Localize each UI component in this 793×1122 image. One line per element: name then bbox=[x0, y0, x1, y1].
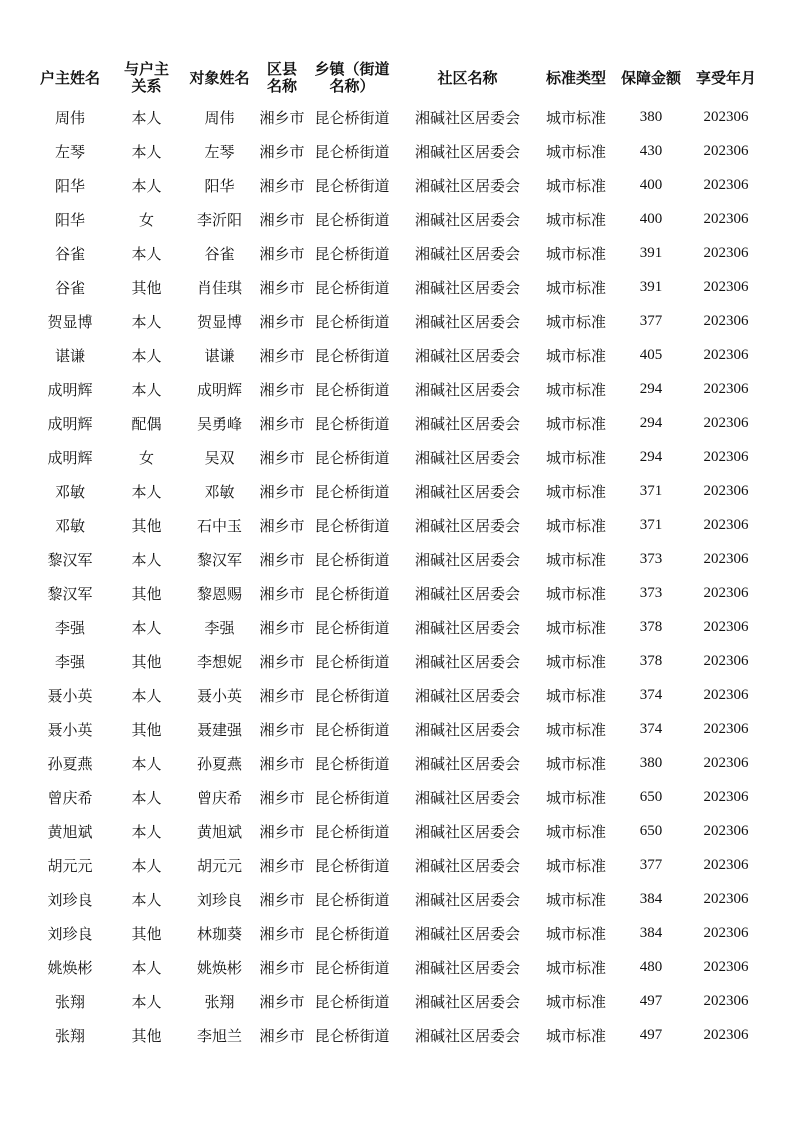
cell-subject-name: 肖佳琪 bbox=[196, 278, 242, 297]
cell-amount: 430 bbox=[639, 142, 663, 159]
cell-amount: 373 bbox=[639, 550, 663, 567]
header-county: 区县 名称 bbox=[266, 60, 297, 95]
cell-standard-type: 城市标准 bbox=[545, 652, 606, 671]
cell-period: 202306 bbox=[703, 482, 749, 499]
cell-community: 湘碱社区居委会 bbox=[414, 142, 520, 161]
cell-subject-name: 谷雀 bbox=[204, 244, 235, 263]
table-row bbox=[30, 984, 763, 1018]
cell-subject-name: 阳华 bbox=[204, 176, 235, 195]
cell-community: 湘碱社区居委会 bbox=[414, 618, 520, 637]
cell-town: 昆仑桥街道 bbox=[314, 176, 390, 195]
cell-household-head: 谷雀 bbox=[54, 278, 85, 297]
cell-amount: 371 bbox=[639, 482, 663, 499]
cell-county: 湘乡市 bbox=[259, 176, 305, 195]
cell-community: 湘碱社区居委会 bbox=[414, 108, 520, 127]
cell-county: 湘乡市 bbox=[259, 754, 305, 773]
cell-community: 湘碱社区居委会 bbox=[414, 788, 520, 807]
cell-household-head: 黄旭斌 bbox=[47, 822, 93, 841]
cell-standard-type: 城市标准 bbox=[545, 448, 606, 467]
cell-town: 昆仑桥街道 bbox=[314, 822, 390, 841]
cell-community: 湘碱社区居委会 bbox=[414, 822, 520, 841]
table-row bbox=[30, 712, 763, 746]
cell-period: 202306 bbox=[703, 720, 749, 737]
cell-subject-name: 林珈葵 bbox=[196, 924, 242, 943]
cell-relation: 配偶 bbox=[131, 414, 162, 433]
cell-household-head: 聂小英 bbox=[47, 720, 93, 739]
cell-period: 202306 bbox=[703, 890, 749, 907]
cell-county: 湘乡市 bbox=[259, 550, 305, 569]
cell-household-head: 曾庆希 bbox=[47, 788, 93, 807]
cell-town: 昆仑桥街道 bbox=[314, 1026, 390, 1045]
cell-amount: 294 bbox=[639, 448, 663, 465]
cell-household-head: 阳华 bbox=[54, 176, 85, 195]
cell-relation: 本人 bbox=[131, 312, 162, 331]
table-row bbox=[30, 440, 763, 474]
cell-county: 湘乡市 bbox=[259, 448, 305, 467]
table-header bbox=[30, 56, 763, 100]
cell-period: 202306 bbox=[703, 516, 749, 533]
cell-county: 湘乡市 bbox=[259, 346, 305, 365]
cell-amount: 378 bbox=[639, 652, 663, 669]
table-row bbox=[30, 950, 763, 984]
cell-relation: 本人 bbox=[131, 856, 162, 875]
cell-household-head: 左琴 bbox=[54, 142, 85, 161]
table-row bbox=[30, 1018, 763, 1052]
cell-relation: 其他 bbox=[131, 720, 162, 739]
cell-town: 昆仑桥街道 bbox=[314, 244, 390, 263]
cell-county: 湘乡市 bbox=[259, 1026, 305, 1045]
table-row bbox=[30, 338, 763, 372]
cell-period: 202306 bbox=[703, 652, 749, 669]
cell-period: 202306 bbox=[703, 754, 749, 771]
cell-county: 湘乡市 bbox=[259, 584, 305, 603]
cell-amount: 391 bbox=[639, 244, 663, 261]
table-row bbox=[30, 406, 763, 440]
cell-county: 湘乡市 bbox=[259, 516, 305, 535]
cell-community: 湘碱社区居委会 bbox=[414, 720, 520, 739]
cell-amount: 384 bbox=[639, 890, 663, 907]
cell-standard-type: 城市标准 bbox=[545, 380, 606, 399]
cell-county: 湘乡市 bbox=[259, 414, 305, 433]
cell-relation: 本人 bbox=[131, 618, 162, 637]
table-row bbox=[30, 134, 763, 168]
cell-standard-type: 城市标准 bbox=[545, 550, 606, 569]
cell-household-head: 李强 bbox=[54, 652, 85, 671]
subsidy-table bbox=[30, 56, 763, 1052]
header-row bbox=[30, 56, 763, 100]
cell-relation: 其他 bbox=[131, 1026, 162, 1045]
cell-town: 昆仑桥街道 bbox=[314, 584, 390, 603]
cell-household-head: 成明辉 bbox=[47, 380, 93, 399]
cell-household-head: 阳华 bbox=[54, 210, 85, 229]
cell-subject-name: 李想妮 bbox=[196, 652, 242, 671]
cell-town: 昆仑桥街道 bbox=[314, 686, 390, 705]
cell-household-head: 谷雀 bbox=[54, 244, 85, 263]
cell-period: 202306 bbox=[703, 992, 749, 1009]
cell-standard-type: 城市标准 bbox=[545, 108, 606, 127]
cell-county: 湘乡市 bbox=[259, 686, 305, 705]
cell-period: 202306 bbox=[703, 244, 749, 261]
cell-standard-type: 城市标准 bbox=[545, 584, 606, 603]
table-row bbox=[30, 916, 763, 950]
cell-period: 202306 bbox=[703, 788, 749, 805]
cell-subject-name: 姚焕彬 bbox=[196, 958, 242, 977]
cell-town: 昆仑桥街道 bbox=[314, 924, 390, 943]
cell-period: 202306 bbox=[703, 550, 749, 567]
cell-household-head: 张翔 bbox=[54, 992, 85, 1011]
cell-community: 湘碱社区居委会 bbox=[414, 448, 520, 467]
cell-county: 湘乡市 bbox=[259, 720, 305, 739]
cell-relation: 本人 bbox=[131, 482, 162, 501]
cell-relation: 本人 bbox=[131, 992, 162, 1011]
cell-subject-name: 左琴 bbox=[204, 142, 235, 161]
cell-community: 湘碱社区居委会 bbox=[414, 414, 520, 433]
cell-standard-type: 城市标准 bbox=[545, 992, 606, 1011]
cell-county: 湘乡市 bbox=[259, 652, 305, 671]
cell-household-head: 姚焕彬 bbox=[47, 958, 93, 977]
cell-amount: 400 bbox=[639, 210, 663, 227]
cell-town: 昆仑桥街道 bbox=[314, 754, 390, 773]
cell-period: 202306 bbox=[703, 380, 749, 397]
cell-household-head: 贺显博 bbox=[47, 312, 93, 331]
cell-standard-type: 城市标准 bbox=[545, 924, 606, 943]
cell-subject-name: 黄旭斌 bbox=[196, 822, 242, 841]
cell-county: 湘乡市 bbox=[259, 278, 305, 297]
table-row bbox=[30, 304, 763, 338]
cell-standard-type: 城市标准 bbox=[545, 516, 606, 535]
cell-town: 昆仑桥街道 bbox=[314, 414, 390, 433]
cell-town: 昆仑桥街道 bbox=[314, 856, 390, 875]
cell-county: 湘乡市 bbox=[259, 312, 305, 331]
cell-community: 湘碱社区居委会 bbox=[414, 210, 520, 229]
cell-household-head: 胡元元 bbox=[47, 856, 93, 875]
cell-household-head: 周伟 bbox=[54, 108, 85, 127]
cell-relation: 本人 bbox=[131, 788, 162, 807]
table-row bbox=[30, 848, 763, 882]
cell-subject-name: 石中玉 bbox=[196, 516, 242, 535]
cell-community: 湘碱社区居委会 bbox=[414, 890, 520, 909]
cell-county: 湘乡市 bbox=[259, 958, 305, 977]
cell-subject-name: 刘珍良 bbox=[196, 890, 242, 909]
cell-community: 湘碱社区居委会 bbox=[414, 312, 520, 331]
cell-subject-name: 曾庆希 bbox=[196, 788, 242, 807]
cell-standard-type: 城市标准 bbox=[545, 210, 606, 229]
cell-town: 昆仑桥街道 bbox=[314, 720, 390, 739]
cell-county: 湘乡市 bbox=[259, 108, 305, 127]
cell-town: 昆仑桥街道 bbox=[314, 652, 390, 671]
cell-subject-name: 聂小英 bbox=[196, 686, 242, 705]
cell-relation: 本人 bbox=[131, 754, 162, 773]
table-row bbox=[30, 168, 763, 202]
cell-period: 202306 bbox=[703, 618, 749, 635]
cell-period: 202306 bbox=[703, 584, 749, 601]
cell-relation: 其他 bbox=[131, 278, 162, 297]
cell-town: 昆仑桥街道 bbox=[314, 346, 390, 365]
cell-household-head: 谌谦 bbox=[54, 346, 85, 365]
cell-county: 湘乡市 bbox=[259, 380, 305, 399]
cell-amount: 374 bbox=[639, 686, 663, 703]
cell-period: 202306 bbox=[703, 856, 749, 873]
cell-standard-type: 城市标准 bbox=[545, 754, 606, 773]
cell-community: 湘碱社区居委会 bbox=[414, 1026, 520, 1045]
cell-subject-name: 李强 bbox=[204, 618, 235, 637]
cell-community: 湘碱社区居委会 bbox=[414, 244, 520, 263]
cell-amount: 378 bbox=[639, 618, 663, 635]
cell-community: 湘碱社区居委会 bbox=[414, 686, 520, 705]
header-community: 社区名称 bbox=[437, 68, 498, 87]
cell-period: 202306 bbox=[703, 142, 749, 159]
cell-community: 湘碱社区居委会 bbox=[414, 516, 520, 535]
cell-community: 湘碱社区居委会 bbox=[414, 278, 520, 297]
cell-subject-name: 李旭兰 bbox=[196, 1026, 242, 1045]
table-row bbox=[30, 202, 763, 236]
cell-town: 昆仑桥街道 bbox=[314, 312, 390, 331]
cell-amount: 405 bbox=[639, 346, 663, 363]
cell-amount: 380 bbox=[639, 108, 663, 125]
cell-standard-type: 城市标准 bbox=[545, 686, 606, 705]
cell-town: 昆仑桥街道 bbox=[314, 448, 390, 467]
cell-town: 昆仑桥街道 bbox=[314, 788, 390, 807]
cell-period: 202306 bbox=[703, 346, 749, 363]
cell-town: 昆仑桥街道 bbox=[314, 618, 390, 637]
cell-county: 湘乡市 bbox=[259, 210, 305, 229]
cell-relation: 女 bbox=[138, 210, 154, 229]
header-period: 享受年月 bbox=[695, 68, 756, 87]
cell-relation: 本人 bbox=[131, 822, 162, 841]
cell-amount: 400 bbox=[639, 176, 663, 193]
table-row bbox=[30, 372, 763, 406]
cell-standard-type: 城市标准 bbox=[545, 414, 606, 433]
cell-amount: 480 bbox=[639, 958, 663, 975]
cell-relation: 其他 bbox=[131, 652, 162, 671]
cell-town: 昆仑桥街道 bbox=[314, 210, 390, 229]
cell-community: 湘碱社区居委会 bbox=[414, 346, 520, 365]
cell-town: 昆仑桥街道 bbox=[314, 550, 390, 569]
cell-amount: 650 bbox=[639, 822, 663, 839]
cell-household-head: 黎汉军 bbox=[47, 584, 93, 603]
table-row bbox=[30, 270, 763, 304]
cell-town: 昆仑桥街道 bbox=[314, 380, 390, 399]
cell-subject-name: 李沂阳 bbox=[196, 210, 242, 229]
table-row bbox=[30, 610, 763, 644]
cell-standard-type: 城市标准 bbox=[545, 312, 606, 331]
cell-town: 昆仑桥街道 bbox=[314, 278, 390, 297]
cell-period: 202306 bbox=[703, 448, 749, 465]
cell-relation: 其他 bbox=[131, 584, 162, 603]
cell-relation: 本人 bbox=[131, 550, 162, 569]
cell-household-head: 刘珍良 bbox=[47, 890, 93, 909]
cell-standard-type: 城市标准 bbox=[545, 482, 606, 501]
cell-standard-type: 城市标准 bbox=[545, 720, 606, 739]
cell-relation: 本人 bbox=[131, 346, 162, 365]
cell-relation: 本人 bbox=[131, 176, 162, 195]
cell-relation: 本人 bbox=[131, 244, 162, 263]
cell-amount: 497 bbox=[639, 992, 663, 1009]
table-row bbox=[30, 474, 763, 508]
cell-community: 湘碱社区居委会 bbox=[414, 992, 520, 1011]
cell-period: 202306 bbox=[703, 176, 749, 193]
cell-standard-type: 城市标准 bbox=[545, 822, 606, 841]
cell-subject-name: 谌谦 bbox=[204, 346, 235, 365]
cell-county: 湘乡市 bbox=[259, 992, 305, 1011]
table-row bbox=[30, 100, 763, 134]
cell-amount: 294 bbox=[639, 380, 663, 397]
cell-standard-type: 城市标准 bbox=[545, 890, 606, 909]
cell-subject-name: 邓敏 bbox=[204, 482, 235, 501]
cell-town: 昆仑桥街道 bbox=[314, 482, 390, 501]
cell-amount: 377 bbox=[639, 312, 663, 329]
cell-town: 昆仑桥街道 bbox=[314, 516, 390, 535]
cell-community: 湘碱社区居委会 bbox=[414, 652, 520, 671]
table-row bbox=[30, 814, 763, 848]
cell-subject-name: 贺显博 bbox=[196, 312, 242, 331]
cell-amount: 497 bbox=[639, 1026, 663, 1043]
table-row bbox=[30, 780, 763, 814]
cell-period: 202306 bbox=[703, 958, 749, 975]
cell-household-head: 邓敏 bbox=[54, 516, 85, 535]
cell-subject-name: 黎汉军 bbox=[196, 550, 242, 569]
cell-amount: 294 bbox=[639, 414, 663, 431]
cell-standard-type: 城市标准 bbox=[545, 618, 606, 637]
header-standard-type: 标准类型 bbox=[545, 68, 606, 87]
cell-county: 湘乡市 bbox=[259, 788, 305, 807]
cell-county: 湘乡市 bbox=[259, 856, 305, 875]
cell-subject-name: 胡元元 bbox=[196, 856, 242, 875]
cell-relation: 本人 bbox=[131, 890, 162, 909]
cell-relation: 本人 bbox=[131, 958, 162, 977]
cell-amount: 380 bbox=[639, 754, 663, 771]
cell-subject-name: 周伟 bbox=[204, 108, 235, 127]
cell-household-head: 张翔 bbox=[54, 1026, 85, 1045]
cell-subject-name: 聂建强 bbox=[196, 720, 242, 739]
cell-amount: 377 bbox=[639, 856, 663, 873]
cell-period: 202306 bbox=[703, 822, 749, 839]
cell-county: 湘乡市 bbox=[259, 142, 305, 161]
cell-period: 202306 bbox=[703, 278, 749, 295]
cell-community: 湘碱社区居委会 bbox=[414, 550, 520, 569]
cell-relation: 本人 bbox=[131, 142, 162, 161]
cell-relation: 其他 bbox=[131, 516, 162, 535]
table-row bbox=[30, 576, 763, 610]
cell-town: 昆仑桥街道 bbox=[314, 992, 390, 1011]
cell-community: 湘碱社区居委会 bbox=[414, 482, 520, 501]
cell-county: 湘乡市 bbox=[259, 890, 305, 909]
table-row bbox=[30, 882, 763, 916]
cell-county: 湘乡市 bbox=[259, 822, 305, 841]
cell-standard-type: 城市标准 bbox=[545, 1026, 606, 1045]
cell-subject-name: 张翔 bbox=[204, 992, 235, 1011]
cell-standard-type: 城市标准 bbox=[545, 958, 606, 977]
cell-period: 202306 bbox=[703, 414, 749, 431]
cell-household-head: 成明辉 bbox=[47, 448, 93, 467]
cell-subject-name: 孙夏燕 bbox=[196, 754, 242, 773]
cell-county: 湘乡市 bbox=[259, 244, 305, 263]
cell-subject-name: 黎恩赐 bbox=[196, 584, 242, 603]
cell-standard-type: 城市标准 bbox=[545, 788, 606, 807]
table-row bbox=[30, 678, 763, 712]
cell-community: 湘碱社区居委会 bbox=[414, 754, 520, 773]
cell-amount: 650 bbox=[639, 788, 663, 805]
cell-amount: 391 bbox=[639, 278, 663, 295]
cell-standard-type: 城市标准 bbox=[545, 346, 606, 365]
cell-amount: 374 bbox=[639, 720, 663, 737]
cell-period: 202306 bbox=[703, 210, 749, 227]
cell-household-head: 邓敏 bbox=[54, 482, 85, 501]
cell-county: 湘乡市 bbox=[259, 618, 305, 637]
cell-standard-type: 城市标准 bbox=[545, 244, 606, 263]
cell-period: 202306 bbox=[703, 686, 749, 703]
cell-household-head: 孙夏燕 bbox=[47, 754, 93, 773]
cell-household-head: 刘珍良 bbox=[47, 924, 93, 943]
table-row bbox=[30, 508, 763, 542]
header-subject-name: 对象姓名 bbox=[189, 68, 250, 87]
cell-town: 昆仑桥街道 bbox=[314, 142, 390, 161]
cell-period: 202306 bbox=[703, 1026, 749, 1043]
cell-household-head: 成明辉 bbox=[47, 414, 93, 433]
table-row bbox=[30, 746, 763, 780]
cell-county: 湘乡市 bbox=[259, 482, 305, 501]
header-town: 乡镇（街道 名称） bbox=[314, 60, 390, 95]
table-row bbox=[30, 236, 763, 270]
cell-community: 湘碱社区居委会 bbox=[414, 176, 520, 195]
cell-amount: 384 bbox=[639, 924, 663, 941]
table-body bbox=[30, 100, 763, 1052]
cell-community: 湘碱社区居委会 bbox=[414, 958, 520, 977]
cell-relation: 女 bbox=[138, 448, 154, 467]
cell-period: 202306 bbox=[703, 108, 749, 125]
cell-town: 昆仑桥街道 bbox=[314, 108, 390, 127]
cell-community: 湘碱社区居委会 bbox=[414, 856, 520, 875]
header-household-head: 户主姓名 bbox=[39, 68, 100, 87]
cell-period: 202306 bbox=[703, 312, 749, 329]
cell-subject-name: 成明辉 bbox=[196, 380, 242, 399]
table-row bbox=[30, 644, 763, 678]
cell-relation: 本人 bbox=[131, 380, 162, 399]
cell-county: 湘乡市 bbox=[259, 924, 305, 943]
cell-town: 昆仑桥街道 bbox=[314, 890, 390, 909]
cell-household-head: 聂小英 bbox=[47, 686, 93, 705]
cell-period: 202306 bbox=[703, 924, 749, 941]
cell-subject-name: 吴勇峰 bbox=[196, 414, 242, 433]
cell-community: 湘碱社区居委会 bbox=[414, 924, 520, 943]
cell-standard-type: 城市标准 bbox=[545, 176, 606, 195]
cell-household-head: 李强 bbox=[54, 618, 85, 637]
cell-standard-type: 城市标准 bbox=[545, 142, 606, 161]
cell-amount: 371 bbox=[639, 516, 663, 533]
cell-community: 湘碱社区居委会 bbox=[414, 584, 520, 603]
cell-community: 湘碱社区居委会 bbox=[414, 380, 520, 399]
cell-relation: 本人 bbox=[131, 686, 162, 705]
cell-subject-name: 吴双 bbox=[204, 448, 235, 467]
cell-relation: 其他 bbox=[131, 924, 162, 943]
header-amount: 保障金额 bbox=[620, 68, 681, 87]
cell-amount: 373 bbox=[639, 584, 663, 601]
table-row bbox=[30, 542, 763, 576]
cell-relation: 本人 bbox=[131, 108, 162, 127]
cell-standard-type: 城市标准 bbox=[545, 278, 606, 297]
cell-household-head: 黎汉军 bbox=[47, 550, 93, 569]
cell-town: 昆仑桥街道 bbox=[314, 958, 390, 977]
cell-standard-type: 城市标准 bbox=[545, 856, 606, 875]
header-relation: 与户主 关系 bbox=[123, 60, 169, 95]
